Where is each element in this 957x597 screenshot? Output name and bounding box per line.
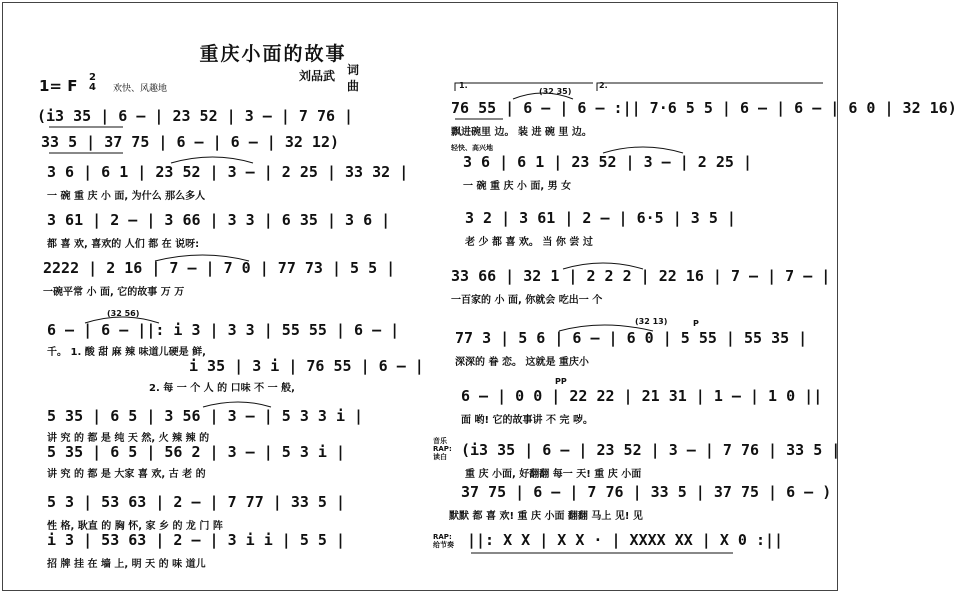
left-row-8-notes: 5 35 | 6 5 | 3 56 | 3 — | 5 3 3 i | <box>47 407 364 425</box>
right-row-2-tempo: 轻快、高兴地 <box>451 144 493 152</box>
left-row-6-volta: (32 56) <box>107 309 140 318</box>
notation-marks <box>3 3 839 592</box>
key-signature: 1= F <box>39 77 78 95</box>
right-row-2-lyrics: 一 碗 重 庆 小 面, 男 女 <box>463 181 572 192</box>
right-row-4-notes: 33 66 | 32 1 | 2 2 2 | 22 16 | 7 — | 7 — | <box>451 267 831 285</box>
left-row-8-lyrics: 讲 究 的 都 是 纯 天 然, 火 辣 辣 的 <box>47 433 210 444</box>
time-bottom: 4 <box>89 82 96 93</box>
right-row-6-lyrics: 面 哟! 它的故事讲 不 完 哕。 <box>461 415 593 426</box>
left-row-9-notes: 5 35 | 6 5 | 56 2 | 3 — | 5 3 i | <box>47 443 346 461</box>
right-row-7-label: 音乐 RAP: 读白 <box>433 437 452 461</box>
volta-1-label: 1. <box>459 81 468 90</box>
composer-name: 刘品武 <box>299 69 336 83</box>
left-row-5-lyrics: 一碗平常 小 面, 它的故事 万 万 <box>43 287 185 298</box>
right-row-8-lyrics: 默默 都 喜 欢! 重 庆 小面 翻翻 马上 见! 见 <box>449 511 643 522</box>
right-row-6-notes: 6 — | 0 0 | 22 22 | 21 31 | 1 — | 1 0 || <box>461 387 823 405</box>
song-title: 重庆小面的故事 <box>199 43 347 65</box>
tie-left-5 <box>155 255 249 261</box>
right-row-1-lyrics: 飘进碗里 边。 装 进 碗 里 边。 <box>451 127 592 138</box>
time-top: 2 <box>89 72 96 83</box>
tie-left-3 <box>171 157 253 163</box>
tie-right-1 <box>513 93 573 99</box>
left-row-1-notes: (i3 35 | 6 — | 23 52 | 3 — | 7 76 | <box>37 107 354 125</box>
left-row-9-lyrics: 讲 究 的 都 是 大家 喜 欢, 古 老 的 <box>47 469 206 480</box>
right-row-1-notes: 76 55 | 6 — | 6 — :|| 7·6 5 5 | 6 — | 6 — | 6 0 | 32 16) <box>451 99 957 117</box>
left-row-6-lyrics: 千。 1. 酸 甜 麻 辣 味道儿硬是 鲜, <box>47 347 206 358</box>
right-row-4-lyrics: 一百家的 小 面, 你就会 吃出一 个 <box>451 295 603 306</box>
tie-right-4 <box>563 263 643 269</box>
left-row-2-notes: 33 5 | 37 75 | 6 — | 6 — | 32 12) <box>41 133 340 151</box>
right-row-7-lyrics: 重 庆 小面, 好翻翻 每一 天! 重 庆 小面 <box>465 469 642 480</box>
right-row-5-dynamic: P <box>693 319 699 328</box>
lyricist-suffix: 词 <box>347 63 360 77</box>
tempo-marking: 欢快、风趣地 <box>113 84 168 94</box>
right-row-3-notes: 3 2 | 3 61 | 2 — | 6·5 | 3 5 | <box>465 209 736 227</box>
left-row-7-lyrics: 2. 每 一 个 人 的 口味 不 一 般, <box>149 383 295 394</box>
left-row-11-notes: i 3 | 53 63 | 2 — | 3 i i | 5 5 | <box>47 531 346 549</box>
right-row-9-notes: ||: X X | X X · | XXXX XX | X 0 :|| <box>467 531 784 549</box>
right-row-5-notes: 77 3 | 5 6 | 6 — | 6 0 | 5 55 | 55 35 | <box>455 329 808 347</box>
right-row-5-lyrics: 深深的 眷 恋。 这就是 重庆小 <box>455 357 589 368</box>
right-row-3-lyrics: 老 少 都 喜 欢。 当 你 尝 过 <box>465 237 593 248</box>
composer-suffix: 曲 <box>347 79 360 93</box>
tie-right-5 <box>559 325 653 331</box>
volta-2-label: 2. <box>599 81 608 90</box>
right-row-2-notes: 3 6 | 6 1 | 23 52 | 3 — | 2 25 | <box>463 153 752 171</box>
left-row-6-notes: 6 — | 6 — ||: i 3 | 3 3 | 55 55 | 6 — | <box>47 321 400 339</box>
right-row-6-dynamic: PP <box>555 377 567 386</box>
right-row-5-volta: (32 13) <box>635 317 668 326</box>
tie-left-8 <box>203 402 271 407</box>
right-row-1-volta: (32 35) <box>539 87 572 96</box>
left-row-4-lyrics: 都 喜 欢, 喜欢的 人们 都 在 说呀: <box>47 239 200 250</box>
left-row-5-notes: 2222 | 2 16 | 7 — | 7 0 | 77 73 | 5 5 | <box>43 259 396 277</box>
left-row-10-notes: 5 3 | 53 63 | 2 — | 7 77 | 33 5 | <box>47 493 346 511</box>
left-row-3-notes: 3 6 | 6 1 | 23 52 | 3 — | 2 25 | 33 32 | <box>47 163 409 181</box>
tie-right-2 <box>603 147 683 153</box>
left-row-7-notes: i 35 | 3 i | 76 55 | 6 — | <box>189 357 424 375</box>
left-row-3-lyrics: 一 碗 重 庆 小 面, 为什么 那么多人 <box>47 191 206 202</box>
tie-left-6 <box>85 317 159 323</box>
right-row-9-label: RAP: 给节奏 <box>433 533 454 549</box>
right-row-8-notes: 37 75 | 6 — | 7 76 | 33 5 | 37 75 | 6 — ) <box>461 483 832 501</box>
left-row-4-notes: 3 61 | 2 — | 3 66 | 3 3 | 6 35 | 3 6 | <box>47 211 391 229</box>
left-row-11-lyrics: 招 牌 挂 在 墙 上, 明 天 的 味 道儿 <box>47 559 206 570</box>
volta-2-bracket <box>597 83 823 91</box>
volta-1-bracket <box>455 83 593 91</box>
left-row-10-lyrics: 性 格, 耿直 的 胸 怀, 家 乡 的 龙 门 阵 <box>47 521 223 532</box>
right-row-7-notes: (i3 35 | 6 — | 23 52 | 3 — | 7 76 | 33 5 | <box>461 441 841 459</box>
score-sheet <box>2 2 957 591</box>
